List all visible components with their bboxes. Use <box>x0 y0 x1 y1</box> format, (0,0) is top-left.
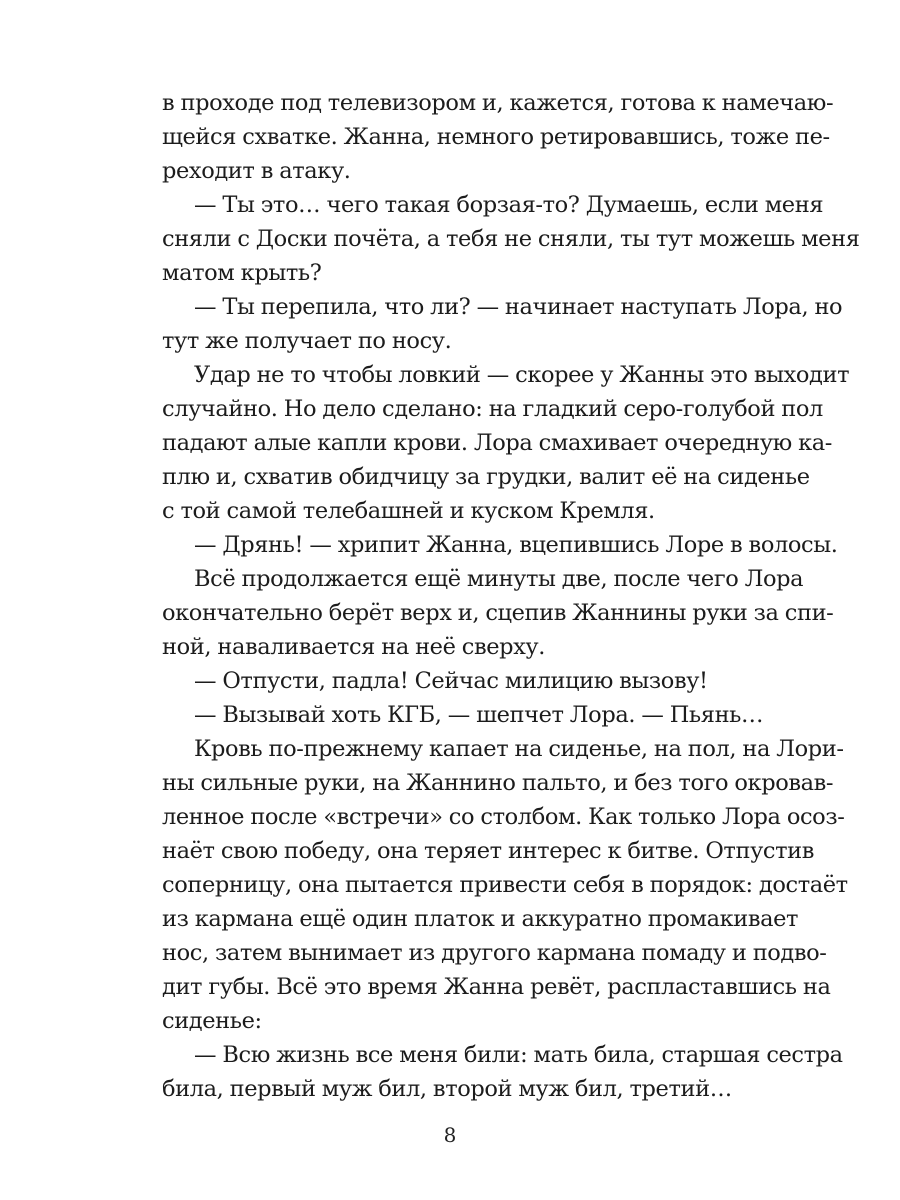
text-line: дит губы. Всё это время Жанна ревёт, распластавшись на <box>162 974 831 1000</box>
text-line: сняли с Доски почёта, а тебя не сняли, ты тут можешь меня <box>162 226 860 252</box>
text-line: Всё продолжается ещё минуты две, после чего Лора <box>194 566 804 592</box>
text-line: — Ты перепила, что ли? — начинает наступать Лора, но <box>194 294 843 320</box>
text-line: из кармана ещё один платок и аккуратно промакивает <box>162 906 799 932</box>
paragraph <box>162 86 834 188</box>
text-line: Кровь по-прежнему капает на сиденье, на пол, на Лори- <box>194 736 844 762</box>
text-line: нос, затем вынимает из другого кармана помаду и подво- <box>162 940 827 966</box>
paragraph <box>162 698 766 732</box>
paragraph <box>162 1038 843 1106</box>
text-line: ленное после «встречи» со столбом. Как только Лора осоз- <box>162 804 845 830</box>
text-line: наёт свою победу, она теряет интерес к битве. Отпустив <box>162 838 815 864</box>
paragraph <box>162 188 860 290</box>
text-line: — Ты это… чего такая борзая-то? Думаешь, если меня <box>194 192 824 218</box>
text-line: матом крыть? <box>162 260 322 286</box>
text-line: ны сильные руки, на Жаннино пальто, и без того окровав- <box>162 770 834 796</box>
text-line: соперницу, она пытается привести себя в порядок: достаёт <box>162 872 848 898</box>
text-line: случайно. Но дело сделано: на гладкий серо-голубой пол <box>162 396 823 422</box>
text-line: в проходе под телевизором и, кажется, готова к намечаю- <box>162 90 834 116</box>
paragraph <box>162 732 848 1038</box>
paragraph <box>162 562 834 664</box>
paragraph <box>162 664 766 698</box>
text-line: тут же получает по носу. <box>162 328 452 354</box>
text-line: ной, наваливается на неё сверху. <box>162 634 546 660</box>
text-line: — Вызывай хоть КГБ, — шепчет Лора. — Пьянь… <box>194 702 764 728</box>
text-line: реходит в атаку. <box>162 158 351 184</box>
text-line: окончательно берёт верх и, сцепив Жаннины руки за спи- <box>162 600 834 626</box>
paragraph <box>162 358 850 528</box>
paragraph <box>162 290 843 358</box>
text-line: — Всю жизнь все меня били: мать била, старшая сестра <box>194 1042 843 1068</box>
text-line: Удар не то чтобы ловкий — скорее у Жанны это выходит <box>194 362 850 388</box>
body-text <box>162 86 860 1106</box>
text-line: плю и, схватив обидчицу за грудки, валит её на сиденье <box>162 464 810 490</box>
page-number: 8 <box>443 1123 457 1147</box>
text-line: била, первый муж бил, второй муж бил, третий… <box>162 1076 732 1102</box>
text-line: — Отпусти, падла! Сейчас милицию вызову! <box>194 668 708 694</box>
text-line: — Дрянь! — хрипит Жанна, вцепившись Лоре в волосы. <box>194 532 838 558</box>
text-line: щейся схватке. Жанна, немного ретировавшись, тоже пе- <box>162 124 830 150</box>
text-line: сиденье: <box>162 1008 262 1034</box>
paragraph <box>162 528 838 562</box>
text-line: падают алые капли крови. Лора смахивает очередную ка- <box>162 430 832 456</box>
text-line: с той самой телебашней и куском Кремля. <box>162 498 655 524</box>
